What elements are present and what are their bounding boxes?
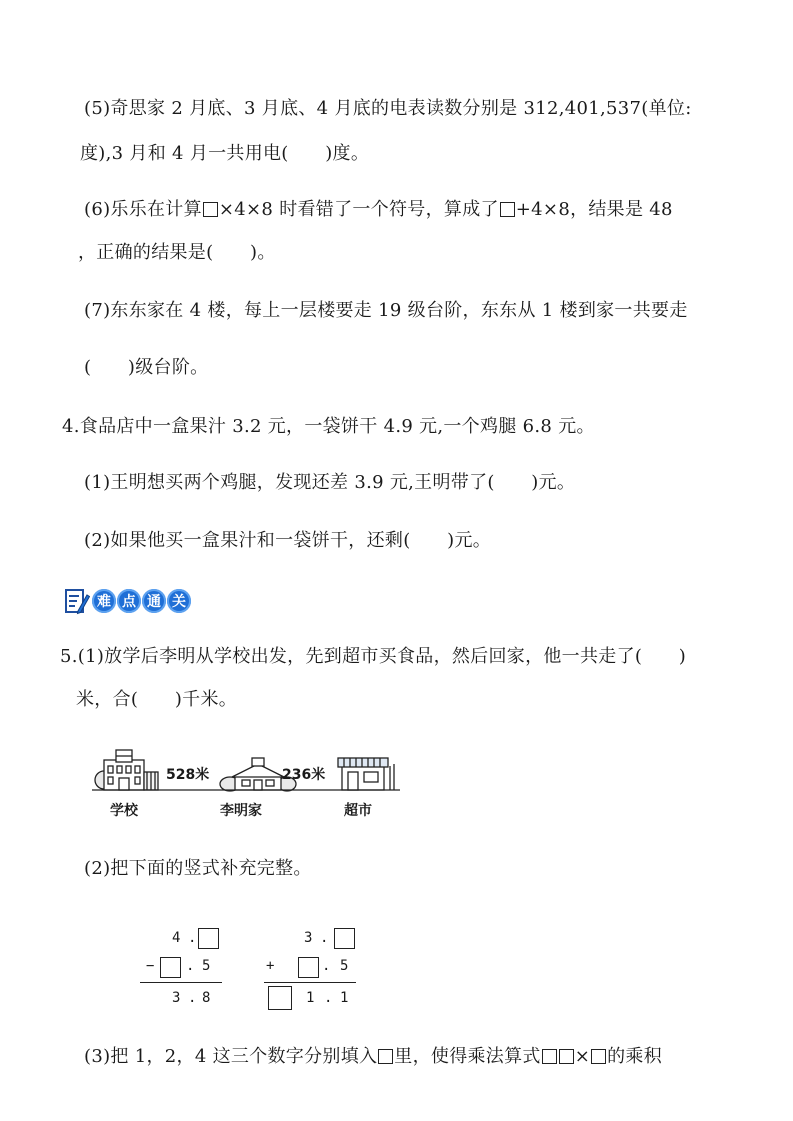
blank-square <box>160 957 181 978</box>
q5-p2: (2)把下面的竖式补充完整。 <box>84 858 312 879</box>
school-label: 学校 <box>110 803 138 819</box>
q3-p7-line1: (7)东东家在 4 楼，每上一层楼要走 19 级台阶，东东从 1 楼到家一共要走 <box>84 300 688 321</box>
minus-sign: − <box>146 958 155 974</box>
digit: 4 <box>172 930 181 946</box>
q5-p3 <box>84 1045 662 1069</box>
blank-square <box>203 202 218 217</box>
supermarket-icon <box>336 758 400 790</box>
q5-p1-line1: 5.(1)放学后李明从学校出发，先到超市买食品，然后回家，他一共走了( ) <box>60 646 687 667</box>
decimal-point: . <box>188 930 197 946</box>
blank-square <box>268 986 292 1010</box>
q3-p5-line2: 度),3 月和 4 月一共用电( )度。 <box>80 143 370 164</box>
blank-square <box>559 1049 574 1064</box>
q5-p3-text-a: (3)把 1，2，4 这三个数字分别填入 <box>84 1046 378 1067</box>
section-char: 难 <box>92 589 116 613</box>
digit: 8 <box>202 990 211 1006</box>
home-label: 李明家 <box>220 803 262 819</box>
digit: 5 <box>202 958 211 974</box>
decimal-point: . <box>188 990 197 1006</box>
decimal-point: . <box>320 930 329 946</box>
q3-p5-line1: (5)奇思家 2 月底、3 月底、4 月底的电表读数分别是 312,401,537(单位: <box>84 98 692 119</box>
q5-p1-line2: 米，合( )千米。 <box>76 689 238 710</box>
sum-line <box>140 982 222 983</box>
distance-label-2: 236米 <box>282 767 326 783</box>
blank-square <box>500 202 515 217</box>
q3-p6-text-a: (6)乐乐在计算 <box>84 199 202 220</box>
blank-square <box>542 1049 557 1064</box>
q3-p6-text-c: +4×8，结果是 48 <box>515 199 673 220</box>
pencil-document-icon <box>64 587 90 615</box>
route-illustration <box>92 744 412 824</box>
section-header <box>64 586 192 616</box>
blank-square <box>591 1049 606 1064</box>
decimal-point: . <box>324 990 333 1006</box>
blank-square <box>298 957 319 978</box>
q3-p7-line2: ( )级台阶。 <box>84 357 209 378</box>
q4-p2: (2)如果他买一盒果汁和一袋饼干，还剩( )元。 <box>84 530 492 551</box>
digit: 1 <box>306 990 315 1006</box>
q3-p6-text-b: ×4×8 时看错了一个符号，算成了 <box>218 199 499 220</box>
blank-square <box>378 1049 393 1064</box>
q4-stem: 4.食品店中一盒果汁 3.2 元，一袋饼干 4.9 元,一个鸡腿 6.8 元。 <box>62 416 595 437</box>
q5-p3-text-d: 的乘积 <box>607 1046 662 1067</box>
decimal-point: . <box>186 958 195 974</box>
q5-p3-text-c: × <box>574 1046 591 1067</box>
q4-p1: (1)王明想买两个鸡腿，发现还差 3.9 元,王明带了( )元。 <box>84 472 576 493</box>
blank-square <box>334 928 355 949</box>
digit: 3 <box>172 990 181 1006</box>
section-char: 通 <box>142 589 166 613</box>
digit: 3 <box>304 930 313 946</box>
decimal-point: . <box>322 958 331 974</box>
vertical-subtraction <box>140 928 230 1010</box>
vertical-addition <box>264 928 360 1010</box>
blank-square <box>198 928 219 949</box>
q5-p3-text-b: 里，使得乘法算式 <box>394 1046 541 1067</box>
market-label: 超市 <box>344 803 372 819</box>
plus-sign: + <box>266 958 275 974</box>
section-char: 关 <box>167 589 191 613</box>
sum-line <box>264 982 356 983</box>
route-svg <box>92 744 412 804</box>
q3-p6-line1 <box>84 198 673 222</box>
section-char: 点 <box>117 589 141 613</box>
digit: 5 <box>340 958 349 974</box>
school-building-icon <box>92 750 162 790</box>
q3-p6-line2: ，正确的结果是( )。 <box>78 242 276 263</box>
digit: 1 <box>340 990 349 1006</box>
distance-label-1: 528米 <box>166 767 210 783</box>
